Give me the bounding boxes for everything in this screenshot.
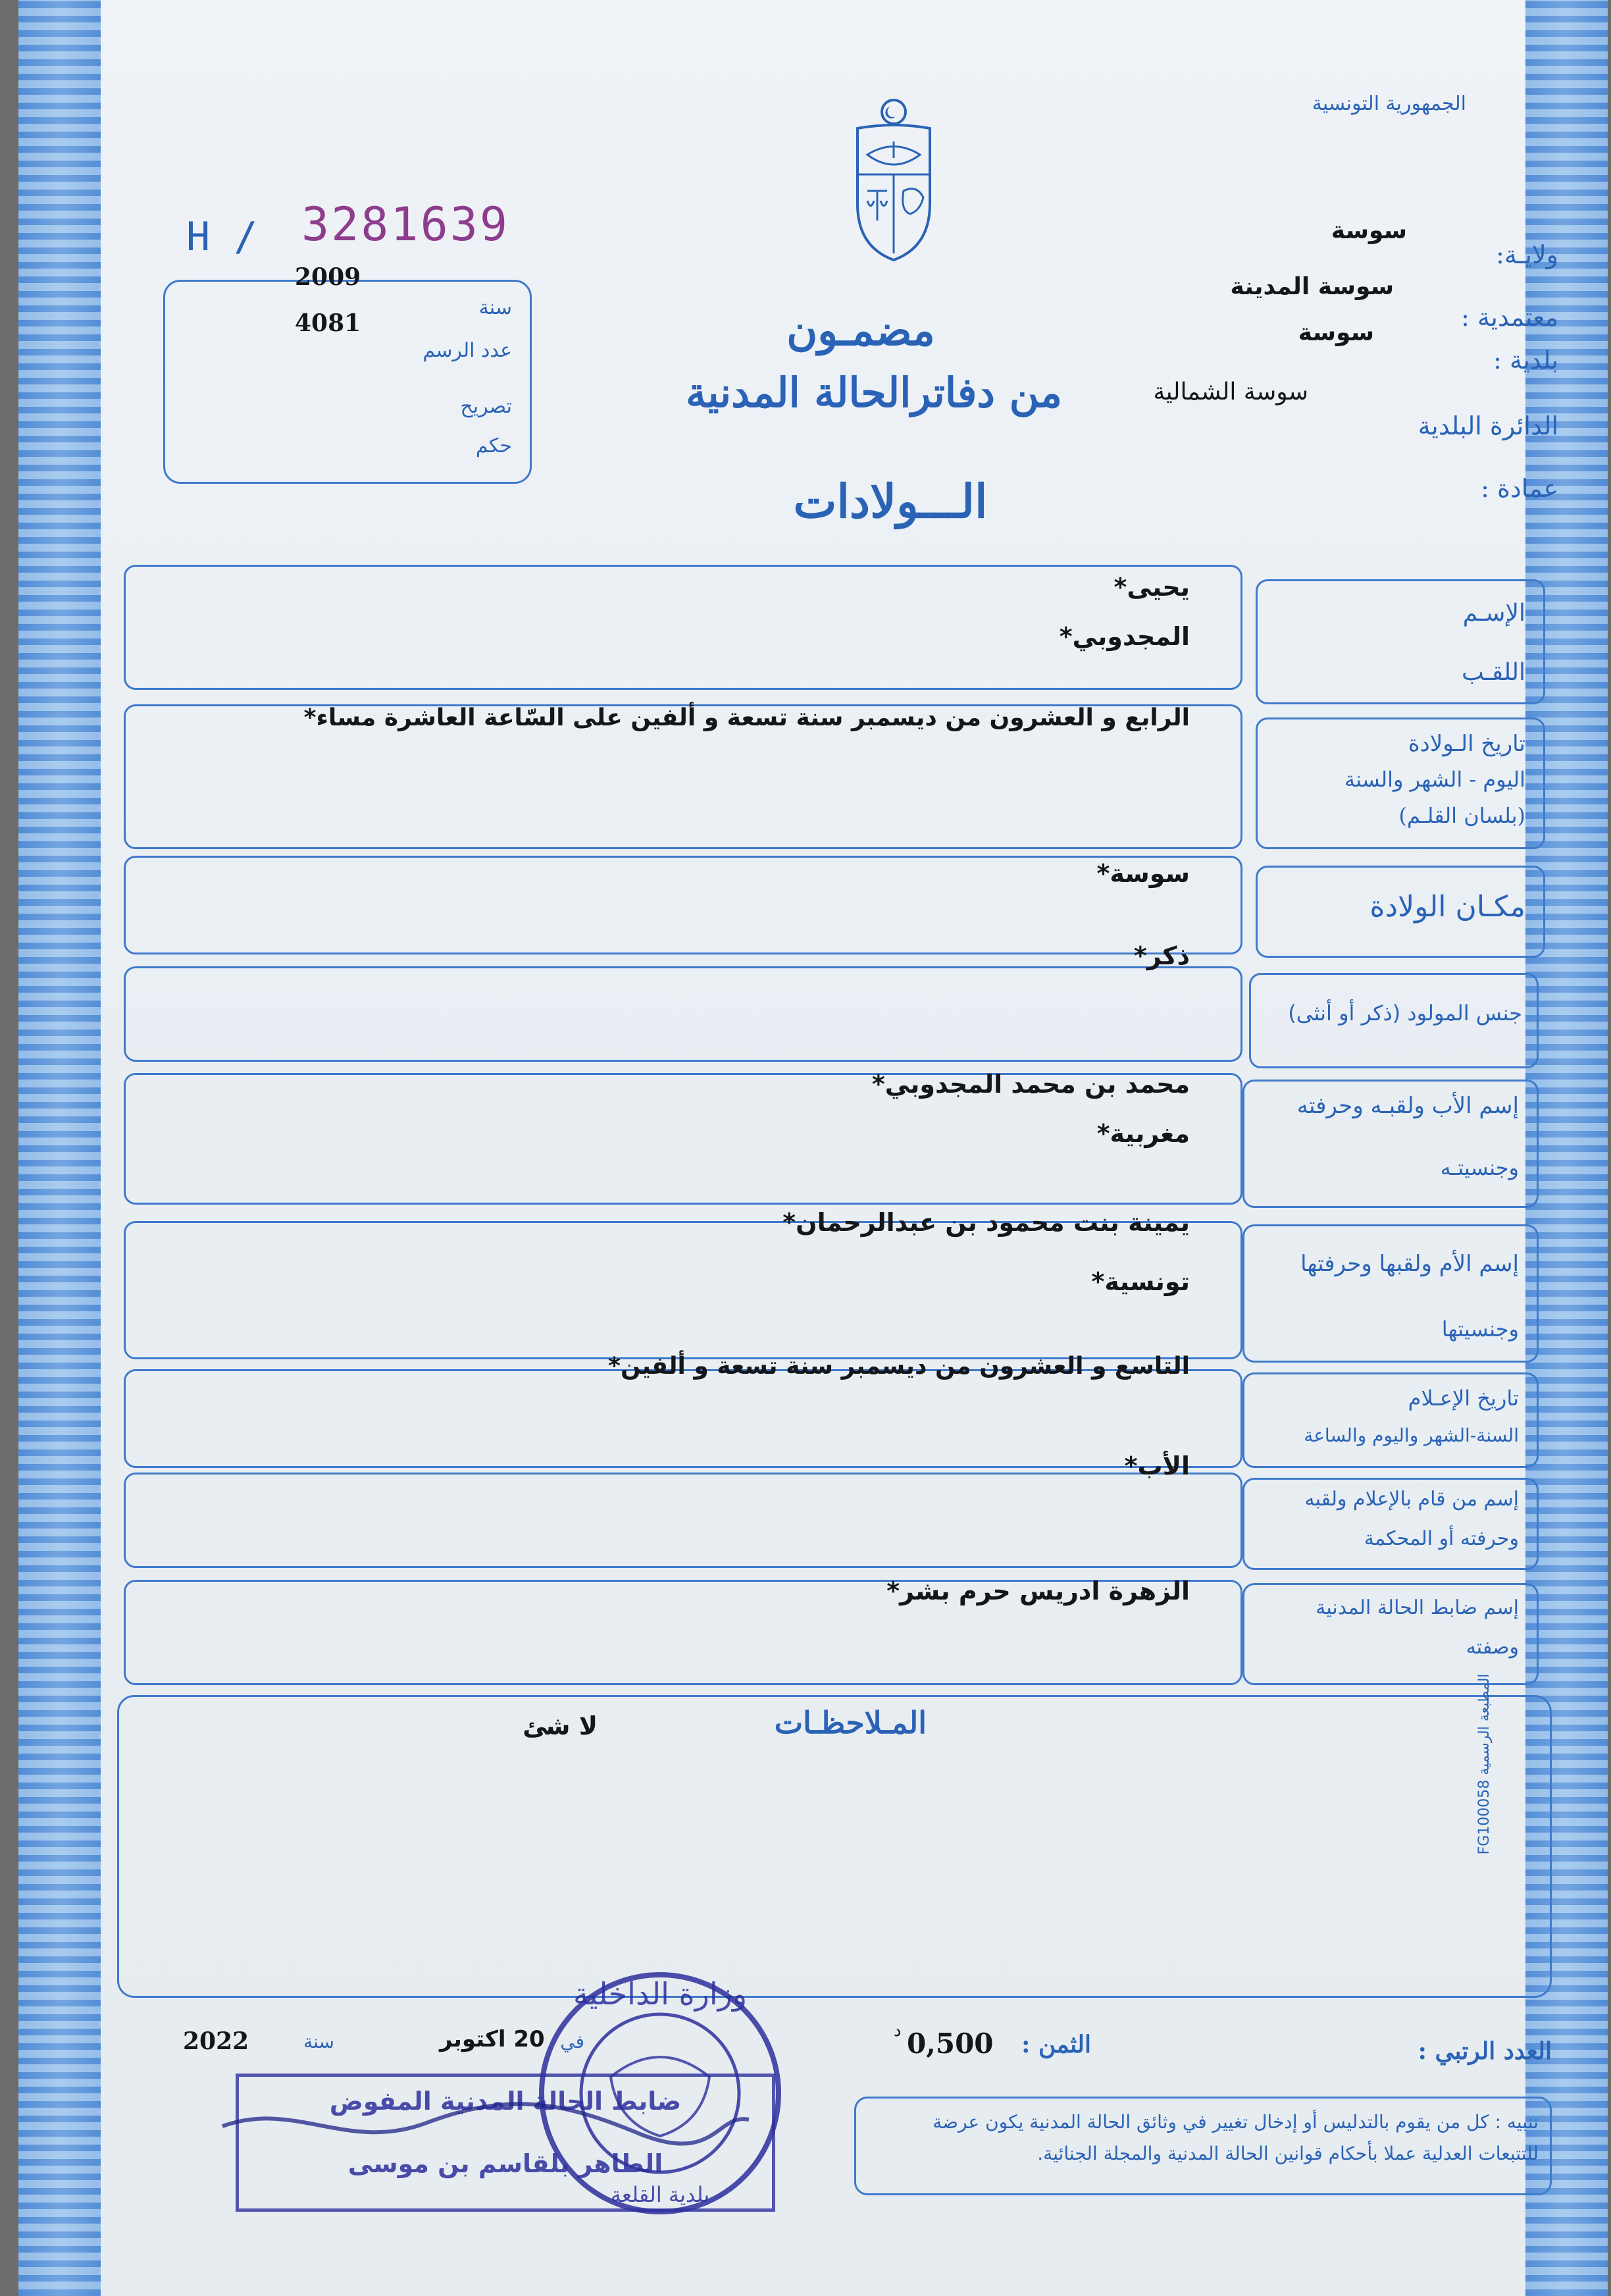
registry-year-label: سنة: [478, 296, 512, 319]
father-nationality-value: مغربية*: [1096, 1119, 1190, 1148]
footer-year-value: 2022: [183, 2027, 249, 2055]
declarant-label-line2: وحرفته أو المحكمة: [1364, 1527, 1519, 1550]
officer-value: الزهرة ادريس حرم بشر*: [886, 1577, 1190, 1605]
notification-date-value: التاسع و العشرون من ديسمبر سنة تسعة و ألفين*: [608, 1353, 1190, 1380]
sex-value: ذكر*: [1133, 941, 1190, 970]
name-label-line2: اللقـب: [1462, 659, 1525, 686]
handwritten-signature: [216, 2087, 755, 2166]
birth-date-label-line3: (بلسان القلـم): [1398, 803, 1525, 828]
notification-date-label-line1: تاريخ الإعـلام: [1408, 1386, 1519, 1411]
name-label-line1: الإسـم: [1462, 600, 1525, 627]
father-label-line2: وجنسيتـه: [1440, 1155, 1519, 1180]
father-label-line1: إسم الأب ولقبـه وحرفته: [1296, 1093, 1519, 1119]
republic-heading: الجمهورية التونسية: [1312, 92, 1466, 115]
baladia-value: سوسة: [1298, 319, 1374, 346]
sex-label: جنس المولود (ذكر أو أنثى): [1288, 1001, 1522, 1026]
serial-prefix: H /: [186, 214, 258, 260]
declarant-label-line1: إسم من قام بالإعلام ولقبه: [1304, 1488, 1519, 1511]
stamp-ring-text: وزارة الداخلية: [573, 1976, 748, 2012]
stamp-center-text: بلدية القلعة: [610, 2182, 710, 2207]
serial-number-label: العدد الرتبي :: [1418, 2037, 1552, 2065]
daira-value: سوسة الشمالية: [1153, 378, 1308, 405]
price-unit: د: [894, 2021, 902, 2041]
tunisia-coat-of-arms-icon: [838, 92, 950, 263]
registry-year-value: 2009: [295, 263, 361, 291]
baladia-label: بلدية :: [1493, 346, 1558, 375]
date-prefix: في: [560, 2031, 584, 2052]
last-name-value: المجدوبي*: [1059, 622, 1190, 651]
left-decorative-border: [18, 0, 104, 2296]
document-sheet: [18, 0, 1608, 2296]
mother-label-line2: وجنسيتها: [1441, 1317, 1519, 1342]
daira-label: الدائرة البلدية: [1418, 411, 1558, 440]
title-line3: الـــولادات: [793, 474, 988, 529]
wilaya-value: سوسة: [1331, 217, 1407, 244]
signature-line1: ضابط الحالة المدنية المفوض: [329, 2087, 682, 2116]
remarks-box: [117, 1695, 1552, 1998]
first-name-value: يحيى*: [1113, 573, 1190, 602]
registry-number-value: 4081: [295, 309, 361, 337]
title-line2: من دفاترالحالة المدنية: [685, 369, 1063, 417]
officer-label-line2: وصفته: [1466, 1636, 1519, 1659]
printer-mark: المطبعة الرسمية FG100058: [1476, 1673, 1493, 1855]
birth-place-label: مكـان الولادة: [1369, 890, 1525, 924]
mother-name-value: يمينة بنت محمود بن عبدالرحمان*: [782, 1208, 1190, 1237]
declarant-value-box: [124, 1473, 1242, 1568]
birth-date-value: الرابع و العشرون من ديسمبر سنة تسعة و ألفين على السّاعة العاشرة مساء*: [303, 704, 1190, 731]
birth-date-label-line2: اليوم - الشهر والسنة: [1344, 767, 1525, 792]
remarks-label: المـلاحظـات: [774, 1705, 927, 1740]
birth-place-value: سوسة*: [1096, 859, 1190, 888]
omada-label: عمادة :: [1481, 474, 1558, 503]
signature-line2: الطاهر بلقاسم بن موسى: [347, 2149, 663, 2178]
price-value: 0,500: [907, 2027, 994, 2060]
wilaya-label: ولايـة:: [1496, 240, 1558, 269]
registry-number-label: عدد الرسم: [422, 339, 512, 362]
serial-number: 3281639: [301, 197, 510, 251]
officer-label-line1: إسم ضابط الحالة المدنية: [1316, 1596, 1519, 1619]
date-value: 20 اكتوبر: [440, 2026, 545, 2052]
price-label: الثمن :: [1021, 2031, 1091, 2058]
mother-nationality-value: تونسية*: [1091, 1267, 1190, 1296]
birth-date-label-line1: تاريخ الـولادة: [1408, 731, 1525, 757]
footer-year-label: سنة: [303, 2031, 334, 2052]
motamadia-value: سوسة المدينة: [1230, 273, 1394, 300]
remarks-value: لا شئ: [523, 1711, 598, 1740]
sex-value-box: [124, 966, 1242, 1062]
title-line1: مضمـون: [786, 306, 935, 355]
declarant-value: الأب*: [1124, 1451, 1190, 1480]
motamadia-label: معتمدية :: [1461, 303, 1558, 332]
father-name-value: محمد بن محمد المجدوبي*: [871, 1070, 1190, 1099]
legal-notice: تنبيه : كل من يقوم بالتدليس أو إدخال تغيير في وثائق الحالة المدنية يكون عرضة للتتبعات العدلية عملا بأحكام قوانين الحالة المدنية والمجلة الجنائية.: [933, 2111, 1539, 2164]
registry-judgment-label: حكم: [475, 434, 512, 457]
registry-declaration-label: تصريح: [460, 395, 512, 418]
mother-label-line1: إسم الأم ولقبها وحرفتها: [1300, 1251, 1519, 1277]
notification-date-label-line2: السنة-الشهر واليوم والساعة: [1304, 1424, 1519, 1446]
